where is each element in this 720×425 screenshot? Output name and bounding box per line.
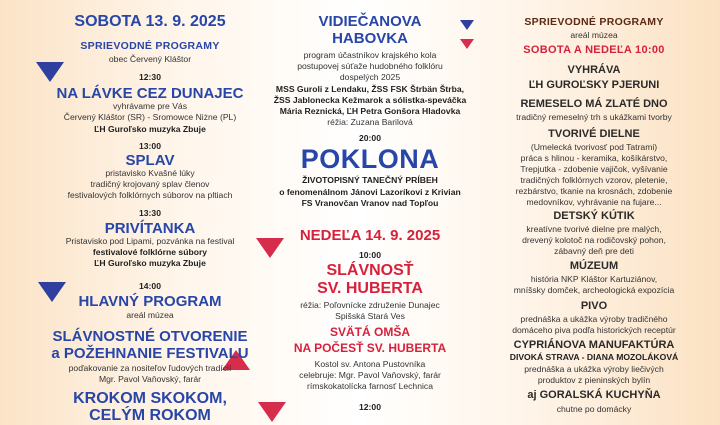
- event-line: Spišská Stará Ves: [335, 311, 405, 321]
- event-time: 13:30: [139, 208, 161, 218]
- event-subtitle: ŽIVOTOPISNÝ TANEČNÝ PRÍBEH: [302, 175, 438, 185]
- accompanying-programs-place: areál múzea: [570, 30, 618, 40]
- item-title: CYPRIÁNOVA MANUFAKTÚRA: [513, 339, 675, 351]
- item-line: chutne po domácky: [556, 404, 632, 414]
- item-title: ĽH GUROĽSKY PJERUNI: [528, 79, 660, 91]
- event-line: program účastníkov krajského kola: [303, 50, 437, 60]
- event-title: NA POČESŤ SV. HUBERTA: [293, 341, 447, 355]
- item-line: Trepjutka - zdobenie vajičok, vyšívanie: [520, 164, 668, 174]
- event-title: SPLAV: [125, 152, 175, 169]
- event-title: SVÄTÁ OMŠA: [329, 325, 410, 339]
- event-line: celebruje: Mgr. Pavol Vaňovský, farár: [299, 370, 441, 380]
- event-line: rímskokatolícka farnosť Lechnica: [307, 381, 433, 391]
- event-line: Mgr. Pavol Vaňovský, farár: [98, 374, 202, 384]
- event-title: HABOVKA: [332, 30, 408, 47]
- event-title: CELÝM ROKOM: [89, 407, 211, 424]
- event-title: SLÁVNOSTNÉ OTVORENIE: [52, 328, 248, 345]
- date-sunday: NEDEĽA 14. 9. 2025: [299, 227, 441, 244]
- event-line: Mária Reznická, ĽH Petra Gonšora Hladovka: [279, 106, 461, 116]
- event-title: PRIVÍTANKA: [104, 220, 196, 237]
- event-time: 20:00: [359, 133, 381, 143]
- item-line: tradičných folklórnych vzorov, pletenie,: [520, 175, 668, 185]
- event-title: SLÁVNOSŤ: [326, 262, 414, 279]
- event-line: postupovej súťaže hudobného folklóru: [297, 61, 443, 71]
- event-line: pristavisko Kvašné lúky: [105, 168, 195, 178]
- event-time: 13:00: [139, 141, 161, 151]
- event-line: festivalové folklórne súbory: [92, 247, 208, 257]
- event-line: poďakovanie za nositeľov ľudových tradícií: [68, 363, 232, 373]
- event-line: ĽH Guroľsko muzyka Zbuje: [94, 258, 206, 268]
- item-title: MÚZEUM: [569, 260, 619, 272]
- item-line: medovníkov, vyhrávanie na fujare...: [526, 197, 662, 207]
- item-line: práca s hlinou - keramika, košíkárstvo,: [520, 153, 668, 163]
- item-line: domáceho piva podľa historických receptúr: [512, 325, 676, 335]
- event-time: 14:00: [139, 281, 161, 291]
- days-heading: SOBOTA A NEDEĽA 10:00: [523, 44, 665, 56]
- event-title: VIDIEČANOVA: [318, 13, 422, 30]
- event-line: MSS Guroli z Lendaku, ŽSS FSK Štrbän Štrba,: [275, 84, 465, 94]
- item-title: aj GORALSKÁ KUCHYŇA: [527, 389, 661, 401]
- item-line: tradičný remeselný trh s ukážkami tvorby: [516, 112, 672, 122]
- accompanying-programs-title: SPRIEVODNÉ PROGRAMY: [524, 16, 664, 28]
- item-line: zábavný deň pre deti: [554, 246, 634, 256]
- event-line: réžia: Zuzana Barilová: [327, 117, 413, 127]
- event-line: vyhrávame pre Vás: [112, 101, 188, 111]
- event-line: Pristavisko pod Lipami, pozvánka na festival: [65, 236, 235, 246]
- accompanying-programs-place: obec Červený Kláštor: [108, 54, 192, 64]
- event-line: ĽH Guroľsko muzyka Zbuje: [94, 124, 206, 134]
- item-title: VYHRÁVA: [567, 64, 621, 76]
- event-title: a POŽEHNANIE FESTIVALU: [51, 345, 249, 362]
- event-title: NA LÁVKE CEZ DUNAJEC: [56, 85, 244, 102]
- item-line: prednáška a ukážka výroby liečivých: [524, 364, 664, 374]
- item-line: história NKP Kláštor Kartuziánov,: [530, 274, 658, 284]
- item-line: mníšsky domček, archeologická expozícia: [513, 285, 675, 295]
- event-line: festivalových folklórnych súborov na pltiach: [67, 190, 233, 200]
- accompanying-programs-title: SPRIEVODNÉ PROGRAMY: [80, 40, 220, 52]
- event-line: réžia: Poľovnícke združenie Dunajec: [300, 300, 440, 310]
- event-title: HLAVNÝ PROGRAM: [78, 293, 222, 310]
- event-title: KROKOM SKOKOM,: [73, 390, 227, 407]
- item-title: DETSKÝ KÚTIK: [553, 210, 635, 222]
- event-line: FS Vranovčan Vranov nad Topľou: [301, 198, 439, 208]
- event-line: tradičný krojovaný splav členov: [90, 179, 210, 189]
- event-line: Červený Kláštor (SR) - Sromowce Niżne (PL): [63, 112, 237, 122]
- event-time: 10:00: [359, 250, 381, 260]
- event-line: Kostol sv. Antona Pustovníka: [314, 359, 426, 369]
- item-title: PIVO: [580, 300, 608, 312]
- date-saturday: SOBOTA 13. 9. 2025: [74, 13, 226, 30]
- event-line: dospelých 2025: [339, 72, 401, 82]
- item-line: kreatívne tvorivé dielne pre malých,: [526, 224, 662, 234]
- event-line: ŽSS Jablonecka Kežmarok a sólistka-speváčka: [273, 95, 467, 105]
- item-line: drevený kolotoč na rodičovský pohon,: [522, 235, 666, 245]
- item-title: TVORIVÉ DIELNE: [548, 128, 640, 140]
- item-title: REMESELO MÁ ZLATÉ DNO: [520, 98, 668, 110]
- event-title: SV. HUBERTA: [317, 280, 423, 297]
- item-line: (Umelecká tvorivosť pod Tatrami): [530, 142, 658, 152]
- event-title-poklona: POKLONA: [300, 144, 440, 174]
- item-line: rezbárstvo, tkanie na krosnách, zdobenie: [515, 186, 673, 196]
- event-time: 12:00: [359, 402, 381, 412]
- item-line: prednáška a ukážka výroby tradičného: [520, 314, 668, 324]
- event-time: 12:30: [139, 72, 161, 82]
- item-subtitle: DIVOKÁ STRAVA - DIANA MOZOLÁKOVÁ: [509, 352, 679, 362]
- event-line: areál múzea: [126, 310, 174, 320]
- item-line: produktov z pieninských bylín: [537, 375, 651, 385]
- event-line: o fenomenálnom Jánovi Lazoríkovi z Krivian: [279, 187, 461, 197]
